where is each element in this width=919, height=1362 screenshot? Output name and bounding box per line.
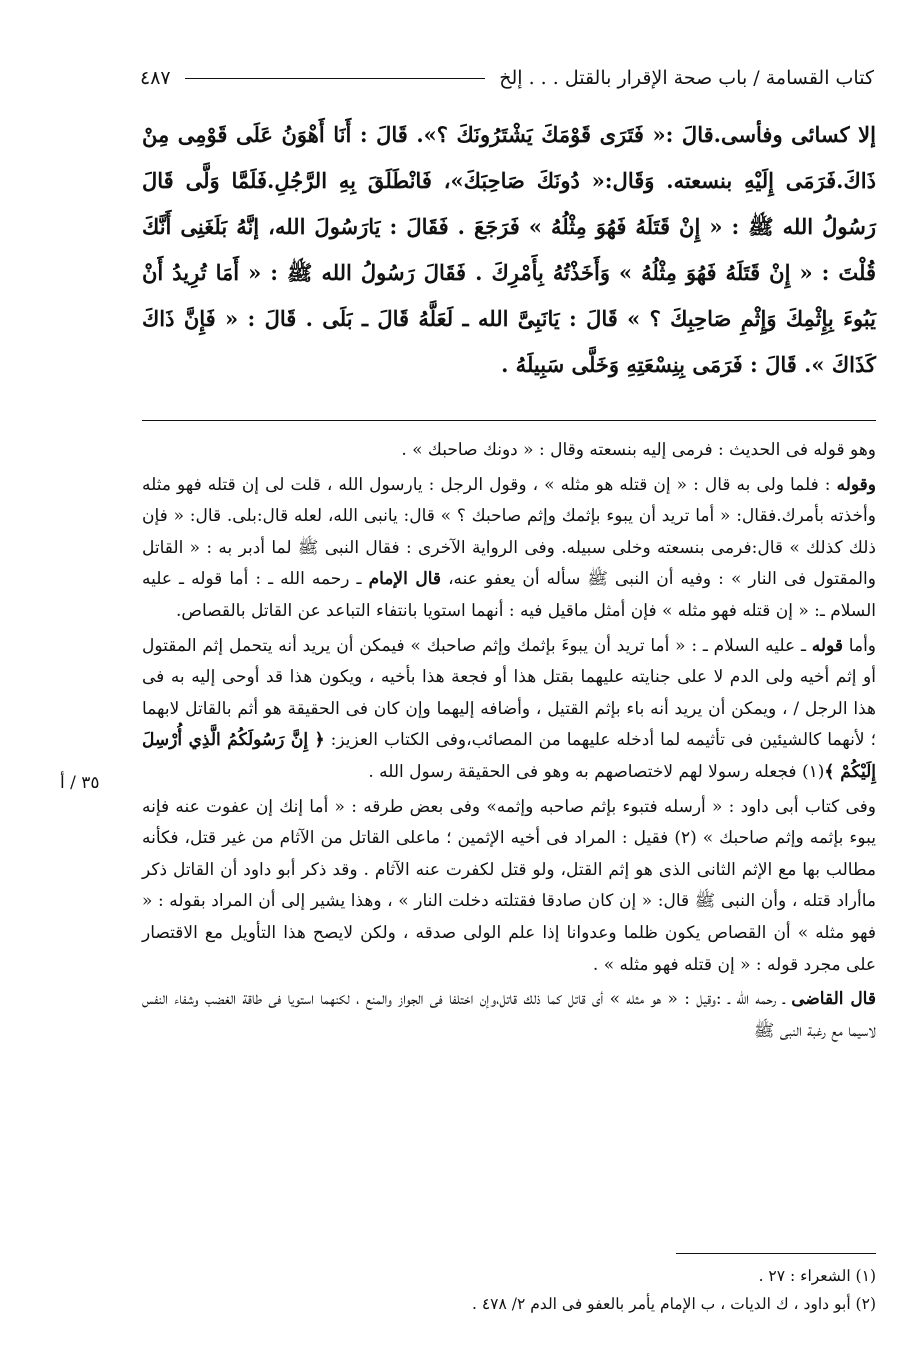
page-number: ٤٨٧ (140, 67, 171, 89)
hadith-text: إلا كسائى وفأسى.قالَ :« فَتَرَى قَوْمَكَ يَشْتَرُونَكَ ؟». قَالَ : أَنَا أَهْوَنُ عَلَى قَوْمِى مِنْ ذَاكَ.فَرَمَى إِلَيْهِ بنسعته. وَقَال:« دُونَكَ صَاحِبَكَ»، فَانْطَلَقَ بِهِ الرَّجُلِ.فَلَمَّا وَلَّى قَالَ رَسُولُ الله ﷺ : « إِنْ قَتَلَهُ فَهُوَ مِثْلُهُ » فَرَجَعَ . فَقَالَ : يَارَسُولَ الله، إنَّهُ بَلَغَنِى أَنَّكَ قُلْتَ : « إِنْ قَتَلَهُ فَهُوَ مِثْلُهُ » وَأَخَذْتُهُ بِأَمْرِكَ . فَقَالَ رَسُولُ الله ﷺ : « أَمَا تُرِيدُ أَنْ يَبُوءَ بِإِثْمِكَ وَإِثْمِ صَاحِبِكَ ؟ » قَالَ : يَانَبِىَّ الله ـ لَعَلَّهُ قَالَ ـ بَلَى . قَالَ : « فَإِنَّ ذَاكَ كَذَاكَ ». قَالَ : فَرَمَى بِنِسْعَتِهِ وَخَلَّى سَبِيلَهُ . (142, 122, 876, 377)
commentary-text: ـ رحمه الله ـ :وقيل : « هو مثله » أى قاتل كما ذلك قاتل،وإن اختلفا فى الجواز والمنع ، لكنهما استويا فى طاقة الغضب وشفاء النفس لاسيما مع رغبة النبى ﷺ (142, 989, 876, 1041)
commentary-text: وأما (842, 635, 876, 656)
commentary-text: ـ عليه السلام ـ : « أما تريد أن يبوءَ بإثمك وإثم صاحبك » فيمكن أن يريد أنه يتحمل إثم المقتول أو إثم أخيه ولى الدم لا على جنايته عليهما بقتل هذا أو فجعة هذا بأخيه ، ويكون هذا قد أوحى إليه به فى هذا الرجل / ، ويمكن أن يريد أنه باء بإثم القتيل ، وأضافه إليهما وإن كان فى الحقيقة هو أثم بالقاتل لابهما ؛ لأنهما كالشيئين فى تأثيمه لما أدخله عليهما من المصائب،وفى الكتاب العزيز: (142, 635, 876, 751)
footnote-rule (676, 1253, 876, 1254)
header-rule (185, 78, 486, 79)
header-title: كتاب القسامة / باب صحة الإقرار بالقتل . . . إلخ (499, 67, 874, 89)
commentary-text: ـ رحمه الله ـ : أما قوله ـ عليه السلام ـ: « إن قتله فهو مثله » فإن أمثل ماقيل فيه : أنهما استويا بانتفاء التباعد عن القاتل بالقصاص. (142, 569, 876, 621)
commentary-paragraph (142, 631, 876, 789)
bold-lead-phrase: قوله (811, 635, 843, 656)
commentary-paragraph (142, 984, 876, 1047)
commentary-text: (١) فجعله رسولا لهم لاختصاصهم به وهو فى الحقيقة رسول الله . (368, 761, 825, 782)
commentary-text: وهو قوله فى الحديث : فرمى إليه بنسعته وقال : « دونك صاحبك » . (401, 440, 876, 460)
bold-lead-phrase: ﴿ إِنَّ رَسُولَكُمُ الَّذِي أُرْسِلَ إِلَيْكُمْ ﴾ (142, 730, 876, 782)
bold-lead-phrase: وقوله (836, 474, 876, 495)
footnote-2: (٢) أبو داود ، ك الديات ، ب الإمام يأمر بالعفو فى الدم ٢/ ٤٧٨ . (471, 1295, 876, 1313)
section-divider (142, 420, 876, 421)
bold-lead-phrase: قال الإمام (368, 569, 442, 590)
commentary (142, 435, 876, 1050)
footnote-1: (١) الشعراء : ٢٧ . (758, 1267, 876, 1285)
bold-lead-phrase: قال القاضى (791, 989, 876, 1010)
manuscript-folio-note: ٣٥ / أ (60, 773, 100, 793)
commentary-paragraph (142, 435, 876, 467)
running-header (140, 62, 874, 94)
commentary-text: وفى كتاب أبى داود : « أرسله فتبوء بإثم صاحبه وإثمه» وفى بعض طرقه : « أما إنك إن عفوت عنه فإنه يبوء بإثمه وإثم صاحبك » (٢) فقيل : المراد فى أخيه الإثمين ؛ ماعلى القاتل من الآثام من غير قتل، فكأنه مطالب بها مع الإثم الثانى الذى هو إثم القتل، ولو قتل لكفرت عنه الآثام . وقد ذكر أبو داود أن القاتل ذكر ماأراد قتله ، وأن النبى ﷺ قال: « إن كان صادقا فقتلته دخلت النار » ، وهذا يشير إلى أن المراد بقوله : « فهو مثله » أن القصاص يكون ظلما وعدوانا إذا علم الولى صدقه ، ولكن لايصح هذا التأويل مع الاقتصار على مجرد قوله : « إن قتله فهو مثله » . (142, 796, 876, 975)
commentary-paragraph (142, 470, 876, 628)
commentary-paragraph (142, 792, 876, 982)
commentary-text: : فلما ولى به قال : « إن قتله هو مثله » ، وقول الرجل : يارسول الله ، قلت لى إن قتله فهو مثله وأخذته بأمرك.فقال: « أما تريد أن يبوء بإثمك وإثم صاحبك ؟ » قال: يانبى الله، لعله قال:بلى. قال: « فإن ذلك كذلك » قال:فرمى بنسعته وخلى سبيله. وفى الرواية الآخرى : فقال النبى ﷺ لما أدبر به : « القاتل والمقتول فى النار » : وفيه أن النبى ﷺ سأله أن يعفو عنه، (142, 474, 876, 590)
footnotes (142, 1262, 876, 1318)
